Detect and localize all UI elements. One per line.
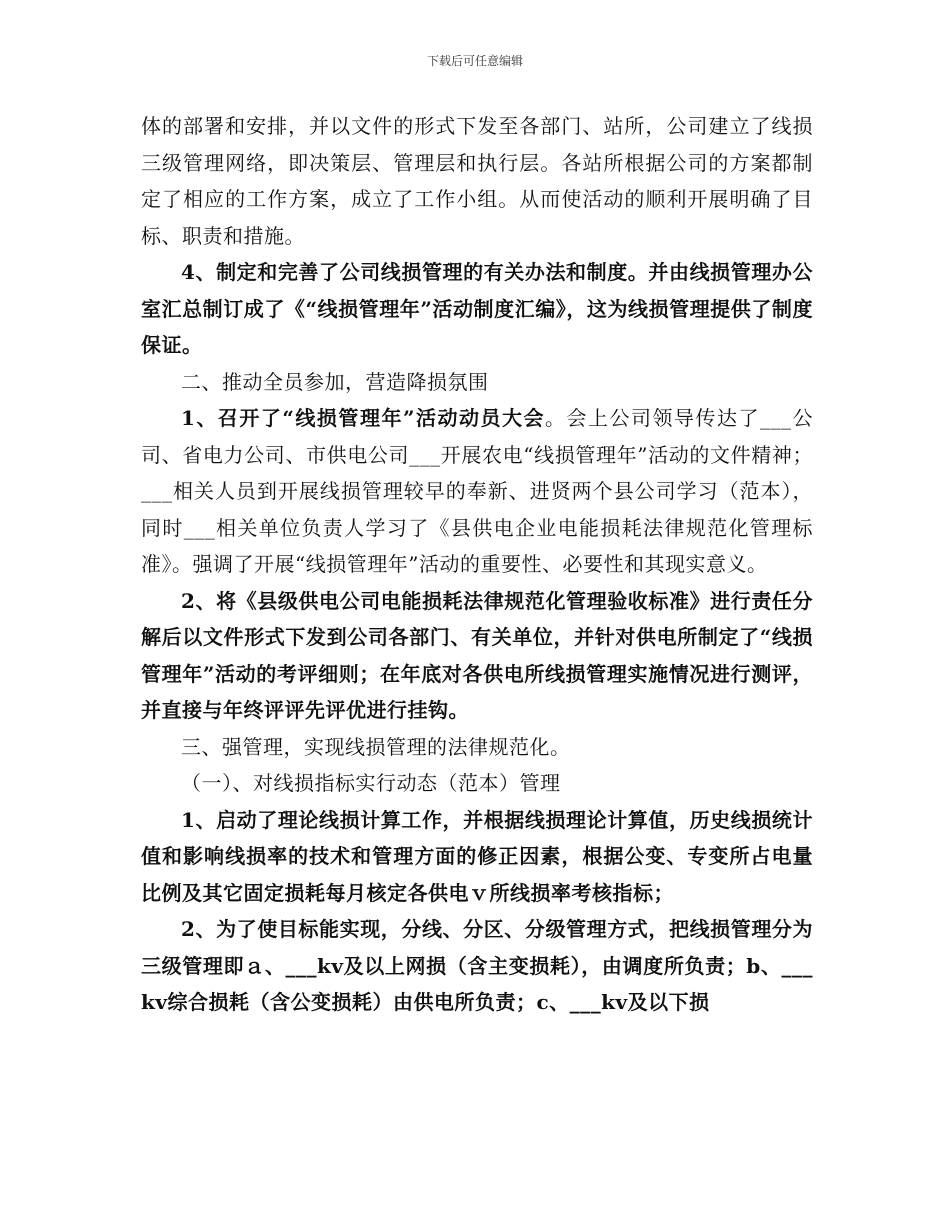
paragraph-theory-calc: 1、启动了理论线损计算工作，并根据线损理论计算值，历史线损统计值和影响线损率的技术和管理方面的修正因素，根据公变、专变所占电量比例及其它固定损耗每月核定各供电ｖ所线损率考核指标； [141, 807, 813, 905]
paragraph-three-level: 2、为了使目标能实现，分线、分区、分级管理方式，把线损管理分为三级管理即ａ、___kv及以上网损（含主变损耗），由调度所负责；b、___kv综合损耗（含公变损耗）由供电所负责；c、___kv及以下损 [141, 917, 813, 1014]
paragraph-responsibility: 2、将《县级供电公司电能损耗法律规范化管理验收标准》进行责任分解后以文件形式下发到公司各部门、有关单位，并针对供电所制定了“线损管理年”活动的考评细则；在年底对各供电所线损管理实施情况进行测评，并直接与年终评评先评优进行挂钩。 [141, 588, 813, 722]
paragraph-continuation: 体的部署和安排，并以文件的形式下发至各部门、站所，公司建立了线损三级管理网络，即决策层、管理层和执行层。各站所根据公司的方案都制定了相应的工作方案，成立了工作小组。从而使活动的顺利开展明确了目标、职责和措施。 [141, 114, 813, 248]
paragraph-mobilization-lead: 1、召开了“线损管理年”活动动员大会 [181, 406, 545, 430]
page-header-note: 下载后可任意编辑 [426, 54, 523, 68]
paragraph-mobilization-text: 。会上公司领导传达了___公司、省电力公司、市供电公司___开展农电“线损管理年”活动的文件精神；___相关人员到开展线损管理较早的奉新、进贤两个县公司学习（范本），同时___相关单位负责人学习了《县供电企业电能损耗法律规范化管理标准》。强调了开展“线损管理年”活动的重要性、必要性和其现实意义。 [141, 406, 813, 576]
subsection-heading-3-1: （一）、对线损指标实行动态（范本）管理 [181, 771, 561, 795]
paragraph-mobilization [141, 400, 813, 583]
paragraph-item-4: 4、制定和完善了公司线损管理的有关办法和制度。并由线损管理办公室汇总制订成了《“线损管理年”活动制度汇编》，这为线损管理提供了制度保证。 [141, 260, 813, 357]
document-body [141, 108, 813, 1021]
section-heading-3: 三、强管理，实现线损管理的法律规范化。 [181, 734, 571, 759]
section-heading-2: 二、推动全员参加，营造降损氛围 [181, 369, 489, 394]
